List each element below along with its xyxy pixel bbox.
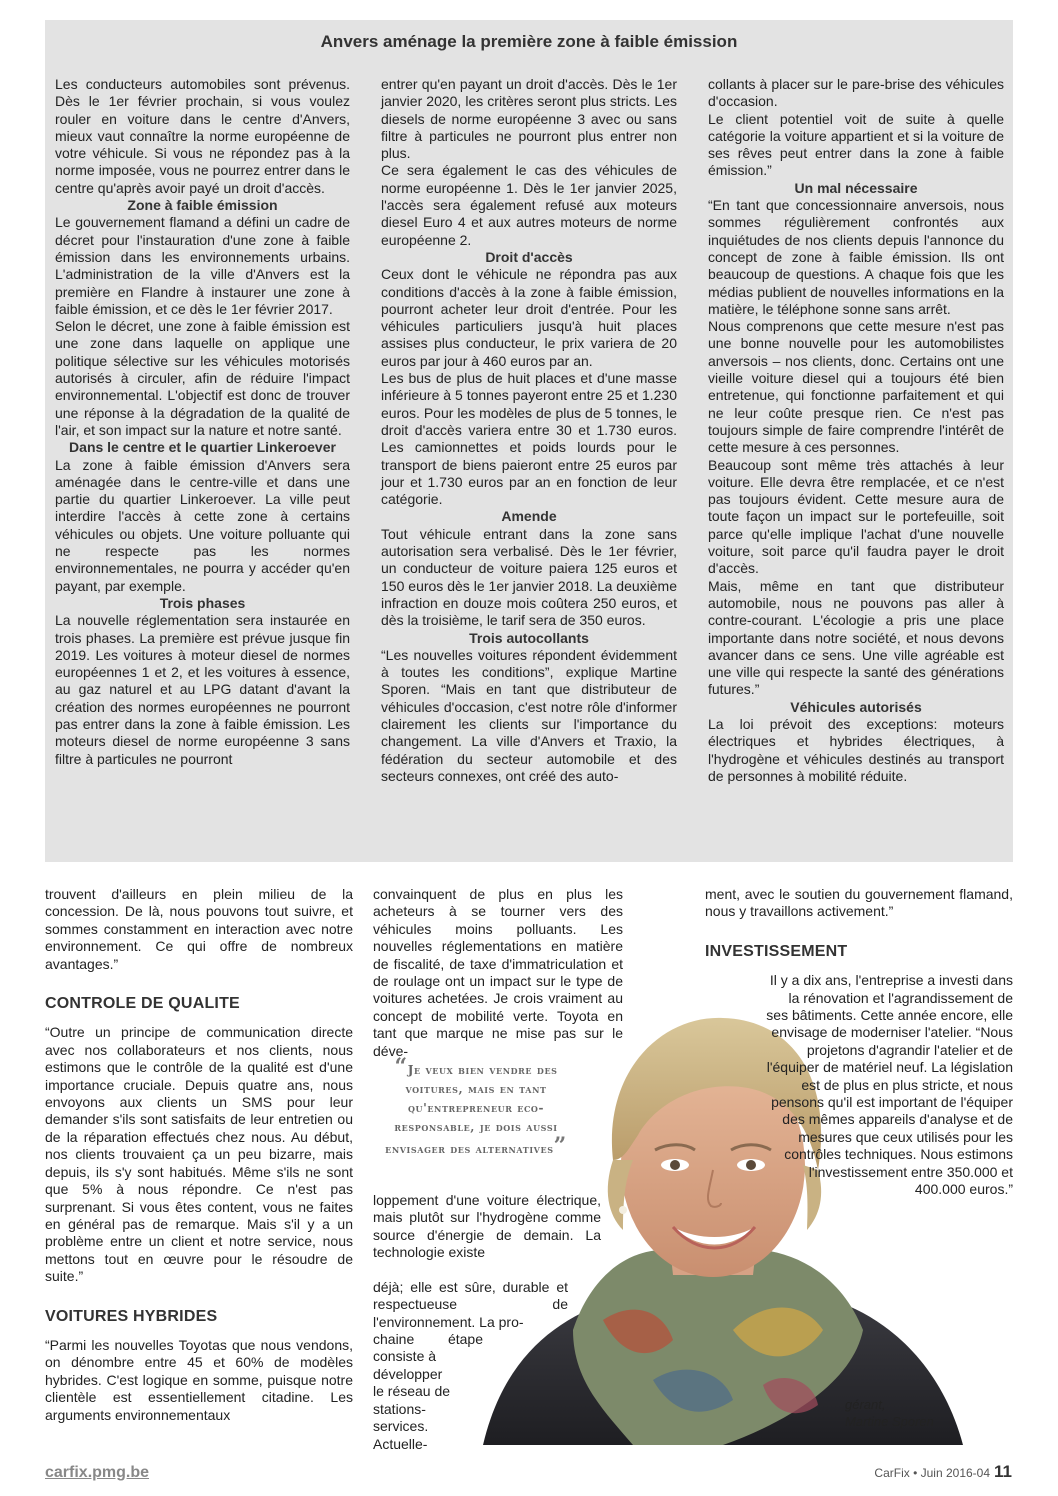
paragraph: développer le réseau de stations-services. Actuelle-: [373, 1366, 451, 1452]
pull-quote: [378, 1054, 574, 1159]
paragraph: “Outre un principe de communication directe avec nos collaborateurs et nos clients, nous estimons que le contrôle de la qualité est d'une importance cruciale. Depuis quatre ans, nous envoyons aux clients un SMS pour leur demander s'ils sont satisfaits de leur entretien ou de la réparation effectués chez nous. Au début, nos clients trouvaient ça un peu bizarre, mais depuis, ils s'y sont habitués. Même s'ils ne sont que 5% à nous répondre. Ce n'est pas surprenant. Si vous êtes content, vous ne faites en général pas de remarque. Mais s'il y a un problème entre un client et notre service, nous mettons tout en œuvre pour le résoudre de suite.”: [45, 1024, 353, 1285]
paragraph: Mais, même en tant que distributeur automobile, nous ne pouvons pas aller à contre-courant. L'écologie a pris une place importante dans notre société, et nous devons avancer dans ce sens. Une ville agréable est une ville qui respecte la santé des générations futures.”: [708, 577, 1004, 698]
quote-text: Je veux bien vendre des voitures, mais en tant qu'entrepreneur eco-responsable, je dois aussi envisager des alternatives: [385, 1063, 558, 1156]
caption-name: Martine Sporen: [845, 1414, 934, 1429]
section-heading: INVESTISSEMENT: [705, 942, 848, 960]
paragraph: La zone à faible émission d'Anvers sera aménagée dans le centre-ville et dans une partie du quartier Linkeroever. La ville peut interdire l'accès à cette zone à certains véhicules ou objets. Une voiture polluante qui ne respecte pas les normes environnementales, ne pourra y accéder qu'en payant, par exemple.: [55, 456, 350, 594]
paragraph: “Les nouvelles voitures répondent évidemment à toutes les conditions”, explique Martine Sporen. “Mais en tant que distributeur de véhicules d'occasion, c'est notre rôle d'informer clairement les clients sur l'importance du changement. La ville d'Anvers et Traxio, la fédération du secteur automobile et des secteurs connexes, ont créé des auto-: [381, 646, 677, 784]
paragraph: Selon le décret, une zone à faible émission est une zone dans laquelle on applique une politique sélective sur les véhicules motorisés autorisés à circuler, afin de réduire l'impact environnemental. L'objectif est donc de trouver une réponse à la dégradation de la qualité de l'air, et son impact sur la nature et notre santé.: [55, 318, 350, 438]
paragraph: La loi prévoit des exceptions: moteurs électriques et hybrides électriques, à l'hydrogène et véhicules destinés au transport de personnes à mobilité réduite.: [708, 715, 1004, 784]
subheading: Dans le centre et le quartier Linkeroever: [69, 439, 336, 456]
article-column-2-wrap: [373, 1192, 601, 1262]
paragraph: déjà; elle est sûre, durable et respectueuse de l'environnement. La pro-: [373, 1279, 568, 1330]
box-title: Anvers aménage la première zone à faible émission: [320, 32, 738, 51]
quote-close-mark: ”: [553, 1133, 567, 1159]
page-number: 11: [994, 1462, 1012, 1481]
subheading: Amende: [501, 508, 557, 525]
website-link[interactable]: carfix.pmg.be: [45, 1464, 150, 1481]
subheading: Zone à faible émission: [127, 197, 278, 214]
paragraph: Tout véhicule entrant dans la zone sans autorisation sera verbalisé. Dès le 1er février, un conducteur de voiture paiera 125 euros et 150 euros dès le 1er janvier 2018. La deuxième infraction en douze mois coûtera 250 euros, et dès la troisième, le tarif sera de 350 euros.: [381, 525, 677, 629]
paragraph: ment, avec le soutien du gouvernement flamand, nous y travaillons activement.”: [705, 886, 1013, 920]
paragraph: Les bus de plus de huit places et d'une masse inférieure à 5 tonnes payeront entre 25 et 1.230 euros. Pour les modèles de plus de 5 tonnes, le droit d'accès variera entre 30 et 1.730 euros. Les camionnettes et poids lourds pour le transport de biens paieront entre 25 euros par jour et 1.730 euros par an en fonction de leur catégorie.: [381, 370, 677, 508]
paragraph: Ce sera également le cas des véhicules de norme européenne 1. Dès le 1er janvier 2025, l'accès sera également refusé aux moteurs diesel Euro 4 et aux autres moteurs de norme européenne 2.: [381, 162, 677, 248]
paragraph: Nous comprenons que cette mesure n'est pas une bonne nouvelle pour les automobilistes anversois – nos clients, donc. Certains ont une vieille voiture diesel qui a toujours été bien entretenue, qui fonctionne parfaitement et qui ne leur coûte presque rien. Ce n'est pas toujours simple de faire comprendre l'intérêt de cette mesure à ces personnes.: [708, 318, 1004, 456]
paragraph: Le gouvernement flamand a défini un cadre de décret pour l'instauration d'une zone à faible émission dans les environnements urbains. L'administration de la ville d'Anvers est la première en Flandre à instaurer une zone à faible émission, et ce dès le 1er février 2017.: [55, 214, 350, 317]
paragraph: chaine étape consiste à: [373, 1331, 483, 1365]
article-column-2-narrow-2: [373, 1331, 483, 1366]
paragraph: “En tant que concessionnaire anversois, nous sommes régulièrement confrontés aux inquiétudes de nos clients depuis l'annonce du concept de zone à faible émission. Ils ont beaucoup de questions. A chaque fois que les médias publient de nouvelles informations en la matière, le téléphone sonne sans arrêt.: [708, 197, 1004, 317]
subheading: Un mal nécessaire: [794, 179, 918, 196]
paragraph: trouvent d'ailleurs en plein milieu de la concession. De là, nous pouvons tout suivre, et sommes constamment en interaction avec notre environnement. Ce qui offre de nombreux avantages.”: [45, 886, 353, 972]
article-column-3: [705, 886, 1013, 1199]
paragraph: Ceux dont le véhicule ne répondra pas aux conditions d'accès à la zone à faible émission, pourront acheter leur droit d'entrée. Pour les véhicules particuliers jusqu'à huit places assises plus conducteur, le prix variera de 20 euros par jour à 460 euros par an.: [381, 266, 677, 369]
section-heading: VOITURES HYBRIDES: [45, 1307, 218, 1325]
paragraph: entrer qu'en payant un droit d'accès. Dès le 1er janvier 2020, les critères seront plus stricts. Les diesels de norme européenne 3 avec ou sans filtre à particules ne pourront plus entrer non plus.: [381, 76, 677, 162]
photo-caption: [845, 1396, 934, 1430]
paragraph: convainquent de plus en plus les acheteurs à se tourner vers des véhicules moins polluants. Les nouvelles réglementations en matière de fiscalité, de taxe d'immatriculation et de roulage ont un impact sur le type de voitures achetées. Je crois vraiment au concept de mobilité verte. Toyota en tant que marque ne mise pas sur le déve-: [373, 886, 623, 1059]
paragraph: loppement d'une voiture électrique, mais plutôt sur l'hydrogène comme source d'énergie de demain. La technologie existe: [373, 1192, 601, 1261]
paragraph: La nouvelle réglementation sera instaurée en trois phases. La première est prévue jusque fin 2019. Les voitures à moteur diesel de normes européennes 1 et 2, et les voitures à essence, au gaz naturel et au LPG datant d'avant la création des normes européennes ne pourront pas entrer dans la zone à faible émission. Les moteurs diesel de norme européenne 3 sans filtre à particules ne pourront: [55, 612, 350, 767]
paragraph: Le client potentiel voit de suite à quelle catégorie la voiture appartient et si la voiture de ses rêves peut entrer dans la zone à faible émission.”: [708, 110, 1004, 179]
subheading: Droit d'accès: [485, 248, 573, 265]
paragraph: Beaucoup sont même très attachés à leur voiture. Elle devra être remplacée, et ce n'est pas toujours évident. Cette mesure aura de toute façon un impact sur le portefeuille, soit parce qu'elle implique l'achat d'une nouvelle voiture, soit parce qu'il faudra payer le droit d'accès.: [708, 456, 1004, 577]
paragraph: collants à placer sur le pare-brise des véhicules d'occasion.: [708, 76, 1004, 110]
issue-label: CarFix • Juin 2016-04: [874, 1466, 991, 1480]
subheading: Trois phases: [159, 594, 246, 611]
box-column-2: [381, 76, 677, 785]
paragraph: Il y a dix ans, l'entreprise a investi dans la rénovation et l'agrandissement de ses bâtiments. Cette année encore, elle envisage de moderniser l'atelier. “Nous projetons d'agrandir l'atelier et de l'équiper de matériel neuf. La législation est de plus en plus stricte, et nous pensons qu'il est important de l'équiper des mêmes appareils d'analyse et de mesures que ceux utilisés pour les contrôles techniques. Nous estimons l'investissement entre 350.000 et 400.000 euros.”: [766, 972, 1013, 1198]
quote-open-mark: “: [394, 1054, 408, 1080]
article-column-2-narrow: [373, 1279, 568, 1331]
sidebar-box: [45, 20, 1013, 862]
box-column-3: [708, 76, 1004, 785]
box-column-1: [55, 76, 350, 768]
page-footer: [874, 1462, 1012, 1482]
subheading: Véhicules autorisés: [790, 698, 922, 715]
paragraph: “Parmi les nouvelles Toyotas que nous vendons, on dénombre entre 45 et 60% de modèles hybrides. C'est logique en somme, puisque notre clientèle est essentiellement citadine. Les arguments environnementaux: [45, 1336, 353, 1423]
subheading: Trois autocollants: [469, 629, 589, 646]
paragraph: Les conducteurs automobiles sont prévenus. Dès le 1er février prochain, si vous voulez rouler en voiture dans le centre d'Anvers, mieux vaut connaître la norme européenne de votre véhicule. Si vous ne répondez pas à la norme imposée, vous ne pourrez entrer dans le centre qu'après avoir payé un droit d'accès.: [55, 76, 350, 196]
caption-role: gérant,: [845, 1397, 886, 1412]
section-heading: CONTROLE DE QUALITE: [45, 995, 240, 1013]
article-column-2-narrow-3: [373, 1366, 455, 1453]
article-column-1: [45, 886, 353, 1424]
